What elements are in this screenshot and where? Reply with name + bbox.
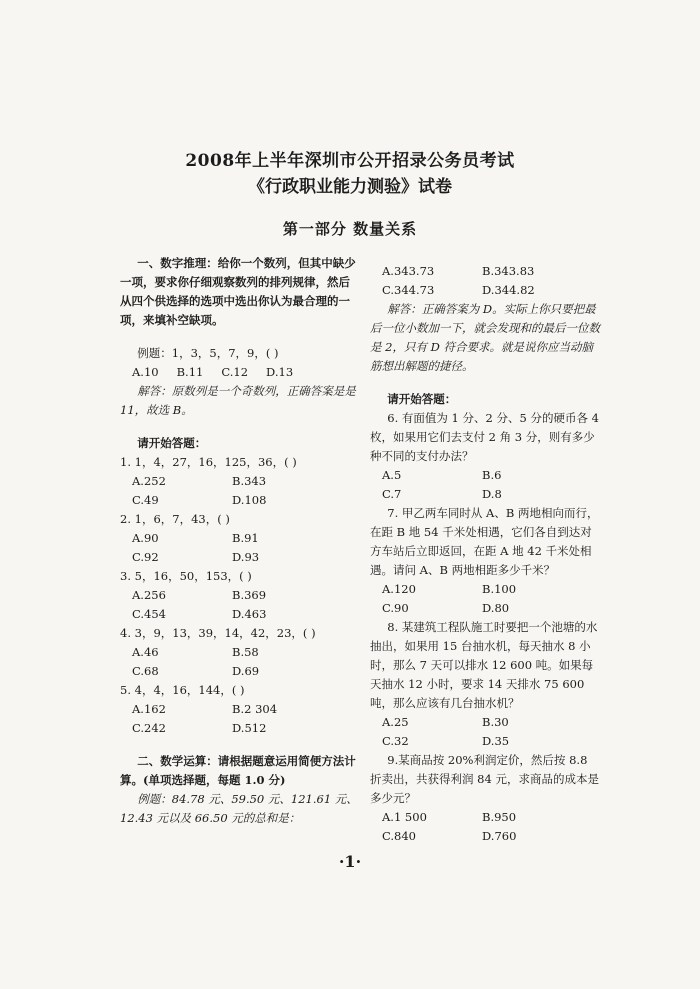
option: D.760 bbox=[482, 829, 517, 843]
option: B.950 bbox=[482, 810, 517, 824]
section2-example-answer: 解答：正确答案为 D。实际上你只要把最后一位小数加一下，就会发现和的最后一位数是 2，只有 D 符合要求。就是说你应当动脑筋想出解题的捷径。 bbox=[370, 302, 600, 373]
option: A.25 bbox=[382, 715, 409, 729]
option: B.11 bbox=[176, 365, 204, 379]
section2-instructions: 二、数学运算：请根据题意运用简便方法计算。(单项选择题，每题 1.0 分) bbox=[120, 754, 356, 787]
example-question: 例题：1，3，5，7，9，( ) bbox=[137, 346, 279, 360]
option: C.92 bbox=[132, 550, 159, 564]
option: B.91 bbox=[232, 531, 259, 545]
option: C.12 bbox=[221, 365, 249, 379]
option: D.463 bbox=[232, 607, 267, 621]
option: A.120 bbox=[382, 582, 416, 596]
option: C.840 bbox=[382, 829, 416, 843]
question-9 bbox=[370, 751, 600, 846]
question-3 bbox=[120, 567, 360, 624]
option: D.69 bbox=[232, 664, 260, 678]
start-heading: 请开始答题： bbox=[387, 392, 457, 406]
option: B.6 bbox=[482, 468, 502, 482]
option: B.58 bbox=[232, 645, 259, 659]
option: A.252 bbox=[132, 474, 166, 488]
option: C.68 bbox=[132, 664, 159, 678]
question-8 bbox=[370, 618, 600, 751]
question-5 bbox=[120, 681, 360, 738]
option: D.512 bbox=[232, 721, 267, 735]
start-heading: 请开始答题： bbox=[137, 436, 207, 450]
question-text: 8. 某建筑工程队施工时要把一个池塘的水抽出，如果用 15 台抽水机，每天抽水 8 小时，那么 7 天可以排水 12 600 吨。如果每天抽水 12 小时，要求 14 天排水 75 600 吨，那么应该有几台抽水机？ bbox=[370, 620, 598, 710]
part-title: 第一部分 数量关系 bbox=[282, 220, 418, 238]
question-text: 9.某商品按 20%利润定价，然后按 8.8 折卖出，共获得利润 84 元，求商品的成本是多少元？ bbox=[370, 753, 599, 805]
option: A.162 bbox=[132, 702, 166, 716]
option: D.8 bbox=[482, 487, 502, 501]
option: B.100 bbox=[482, 582, 517, 596]
option: B.343.83 bbox=[482, 264, 535, 278]
option: A.46 bbox=[132, 645, 159, 659]
question-text: 5. 4，4，16，144，( ) bbox=[120, 683, 245, 697]
option: C.32 bbox=[382, 734, 409, 748]
option: C.242 bbox=[132, 721, 166, 735]
option: C.344.73 bbox=[382, 283, 435, 297]
option: B.30 bbox=[482, 715, 509, 729]
question-7 bbox=[370, 504, 600, 618]
option: D.344.82 bbox=[482, 283, 535, 297]
option: C.49 bbox=[132, 493, 159, 507]
exam-title-line1: 2008年上半年深圳市公开招录公务员考试 bbox=[185, 151, 515, 171]
right-column bbox=[370, 262, 600, 846]
page-number: ·1· bbox=[338, 852, 362, 871]
option: A.90 bbox=[132, 531, 159, 545]
option: A.5 bbox=[382, 468, 402, 482]
section2-example: 例题：84.78 元、59.50 元、121.61 元、12.43 元以及 66.50 元的总和是： bbox=[120, 792, 358, 825]
option: B.369 bbox=[232, 588, 267, 602]
question-text: 2. 1，6，7，43，( ) bbox=[120, 512, 230, 526]
option: A.10 bbox=[132, 365, 159, 379]
example-answer: 解答：原数列是一个奇数列，正确答案是是 11，故选 B。 bbox=[120, 384, 356, 417]
section1-instructions: 一、数字推理：给你一个数列，但其中缺少一项，要求你仔细观察数列的排列规律，然后从四个供选择的选项中选出你认为最合理的一项，来填补空缺项。 bbox=[120, 256, 356, 327]
question-4 bbox=[120, 624, 360, 681]
option: A.256 bbox=[132, 588, 166, 602]
option: B.343 bbox=[232, 474, 267, 488]
option: C.454 bbox=[132, 607, 166, 621]
example-options bbox=[120, 363, 360, 382]
option: C.7 bbox=[382, 487, 402, 501]
option: D.80 bbox=[482, 601, 510, 615]
question-text: 1. 1，4，27，16，125，36，( ) bbox=[120, 455, 297, 469]
option: A.343.73 bbox=[382, 264, 435, 278]
option: A.1 500 bbox=[382, 810, 427, 824]
option: D.35 bbox=[482, 734, 510, 748]
option: B.2 304 bbox=[232, 702, 278, 716]
question-text: 4. 3，9，13，39，14，42，23，( ) bbox=[120, 626, 316, 640]
option: D.93 bbox=[232, 550, 260, 564]
question-1 bbox=[120, 453, 360, 510]
question-text: 3. 5，16，50，153，( ) bbox=[120, 569, 252, 583]
option: D.13 bbox=[266, 365, 294, 379]
option: C.90 bbox=[382, 601, 409, 615]
question-6 bbox=[370, 409, 600, 504]
question-text: 6. 有面值为 1 分、2 分、5 分的硬币各 4 枚，如果用它们去支付 2 角 3 分，则有多少种不同的支付办法？ bbox=[370, 411, 599, 463]
question-2 bbox=[120, 510, 360, 567]
exam-title-line2: 《行政职业能力测验》试卷 bbox=[248, 177, 452, 197]
option: D.108 bbox=[232, 493, 267, 507]
question-text: 7. 甲乙两车同时从 A、B 两地相向而行，在距 B 地 54 千米处相遇，它们各自到达对方车站后立即返回，在距 A 地 42 千米处相遇。请问 A、B 两地相距多少千米？ bbox=[370, 506, 599, 577]
left-column bbox=[120, 254, 360, 828]
